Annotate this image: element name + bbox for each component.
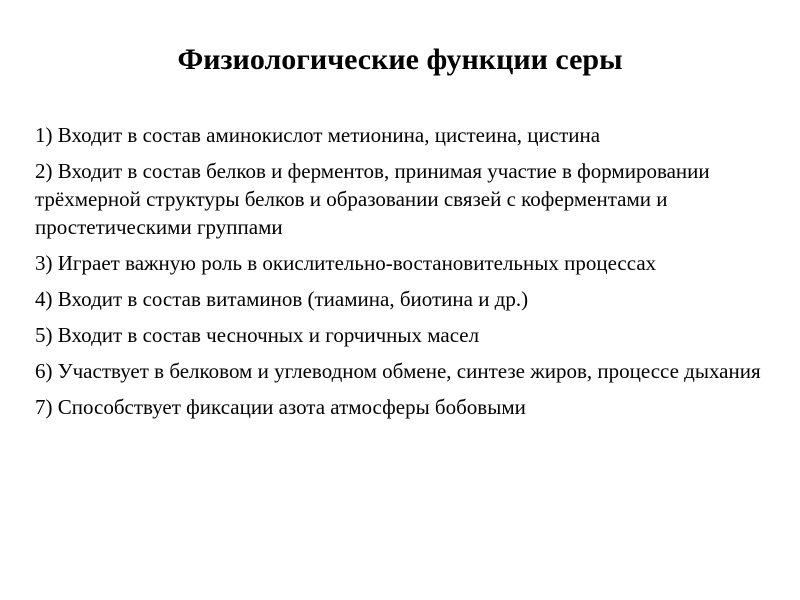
list-item: 6) Участвует в белковом и углеводном обмене, синтезе жиров, процессе дыхания [35,359,761,383]
list-item: 7) Способствует фиксации азота атмосферы бобовыми [35,395,526,419]
list-item: 4) Входит в состав витаминов (тиамина, биотина и др.) [35,287,529,311]
functions-list [35,121,775,429]
list-item: 1) Входит в состав аминокислот метионина, цистеина, цистина [35,123,601,147]
slide-title: Физиологические функции серы [177,43,623,76]
list-item: 2) Входит в состав белков и ферментов, принимая участие в формировании трёхмерной структуры белков и образовании связей с коферментами и простетическими группами [35,159,710,239]
list-item: 3) Играет важную роль в окислительно-востановительных процессах [35,251,657,275]
list-item: 5) Входит в состав чесночных и горчичных масел [35,323,480,347]
